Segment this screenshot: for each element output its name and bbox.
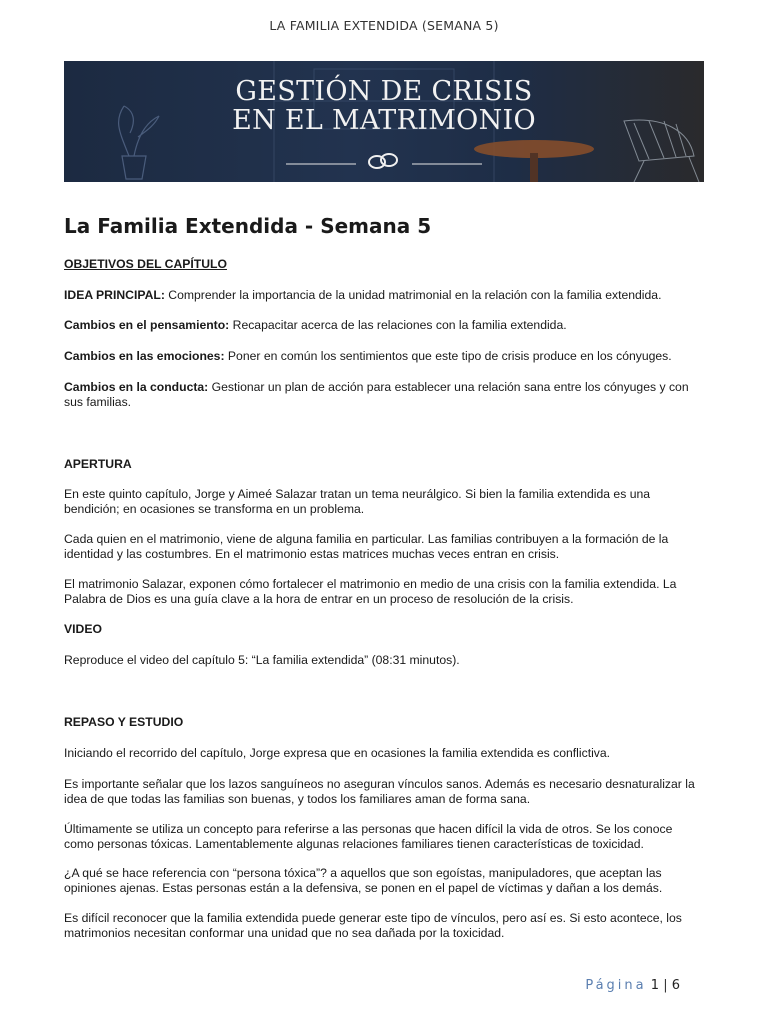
objective-label: Cambios en las emociones: bbox=[64, 349, 225, 363]
repaso-paragraph: ¿A qué se hace referencia con “persona tóxica”? a aquellos que son egoístas, manipuladores, que aceptan las opiniones ajenas. Estas personas están a la defensiva, se ponen en el papel de víctimas y dañan a los demás. bbox=[64, 866, 663, 895]
objective-text: Gestionar un plan de acción para establecer una relación sana entre los cónyuges y con sus familias. bbox=[64, 380, 689, 409]
page-separator: | bbox=[663, 978, 668, 993]
objective-main-idea bbox=[64, 288, 700, 303]
video-heading: VIDEO bbox=[64, 622, 102, 636]
apertura-paragraph: Cada quien en el matrimonio, viene de alguna familia en particular. Las familias contribuyen a la formación de la identidad y las costumbres. En el matrimonio estas matrices muchas veces entran en crisis. bbox=[64, 532, 669, 561]
apertura-paragraph: El matrimonio Salazar, exponen cómo fortalecer el matrimonio en medio de una crisis con la familia extendida. La Palabra de Dios es una guía clave a la hora de entrar en un proceso de resolución de la crisis. bbox=[64, 577, 677, 606]
objective-text: Comprender la importancia de la unidad matrimonial en la relación con la familia extendida. bbox=[164, 288, 662, 302]
banner-title bbox=[64, 77, 704, 135]
apertura-paragraph: En este quinto capítulo, Jorge y Aimeé Salazar tratan un tema neurálgico. Si bien la familia extendida es una bendición; en ocasiones se transforma en un problema. bbox=[64, 487, 651, 516]
page-number: 1 bbox=[650, 978, 660, 993]
page-footer bbox=[585, 978, 680, 993]
video-paragraph: Reproduce el video del capítulo 5: “La familia extendida” (08:31 minutos). bbox=[64, 653, 460, 667]
wedding-rings-icon bbox=[286, 154, 482, 168]
chapter-banner bbox=[64, 61, 704, 182]
banner-title-line-1: GESTIÓN DE CRISIS bbox=[235, 76, 533, 107]
objective-label: IDEA PRINCIPAL: bbox=[64, 288, 165, 302]
banner-title-line-2: EN EL MATRIMONIO bbox=[232, 105, 536, 136]
objective-label: Cambios en la conducta: bbox=[64, 380, 209, 394]
objective-text: Poner en común los sentimientos que este tipo de crisis produce en los cónyuges. bbox=[224, 349, 672, 363]
repaso-paragraph: Es importante señalar que los lazos sanguíneos no aseguran vínculos sanos. Además es necesario desnaturalizar la idea de que todas las familias son buenas, y todos los familiares aman de forma sana. bbox=[64, 777, 695, 806]
objective-emotions bbox=[64, 349, 700, 364]
objective-thinking bbox=[64, 318, 700, 333]
repaso-paragraph: Últimamente se utiliza un concepto para referirse a las personas que hacen difícil la vida de otros. Se los conoce como personas tóxicas. Lamentablemente algunas relaciones familiares tienen características de toxicidad. bbox=[64, 822, 673, 851]
objective-behavior bbox=[64, 380, 700, 409]
page-total: 6 bbox=[671, 978, 680, 993]
objective-text: Recapacitar acerca de las relaciones con la familia extendida. bbox=[229, 318, 567, 332]
objective-label: Cambios en el pensamiento: bbox=[64, 318, 230, 332]
repaso-heading: REPASO Y ESTUDIO bbox=[64, 715, 184, 729]
repaso-paragraph: Es difícil reconocer que la familia extendida puede generar este tipo de vínculos, pero así es. Si esto acontece, los matrimonios necesitan conformar una unidad que no sea dañada por la toxicidad. bbox=[64, 911, 682, 940]
page-label: Página bbox=[585, 978, 647, 993]
repaso-paragraph: Iniciando el recorrido del capítulo, Jorge expresa que en ocasiones la familia extendida es conflictiva. bbox=[64, 746, 611, 760]
objectives-heading: OBJETIVOS DEL CAPÍTULO bbox=[64, 257, 227, 271]
table-illustration bbox=[474, 140, 594, 182]
running-header: LA FAMILIA EXTENDIDA (SEMANA 5) bbox=[269, 18, 499, 33]
apertura-heading: APERTURA bbox=[64, 457, 132, 471]
document-title: La Familia Extendida - Semana 5 bbox=[64, 214, 432, 238]
